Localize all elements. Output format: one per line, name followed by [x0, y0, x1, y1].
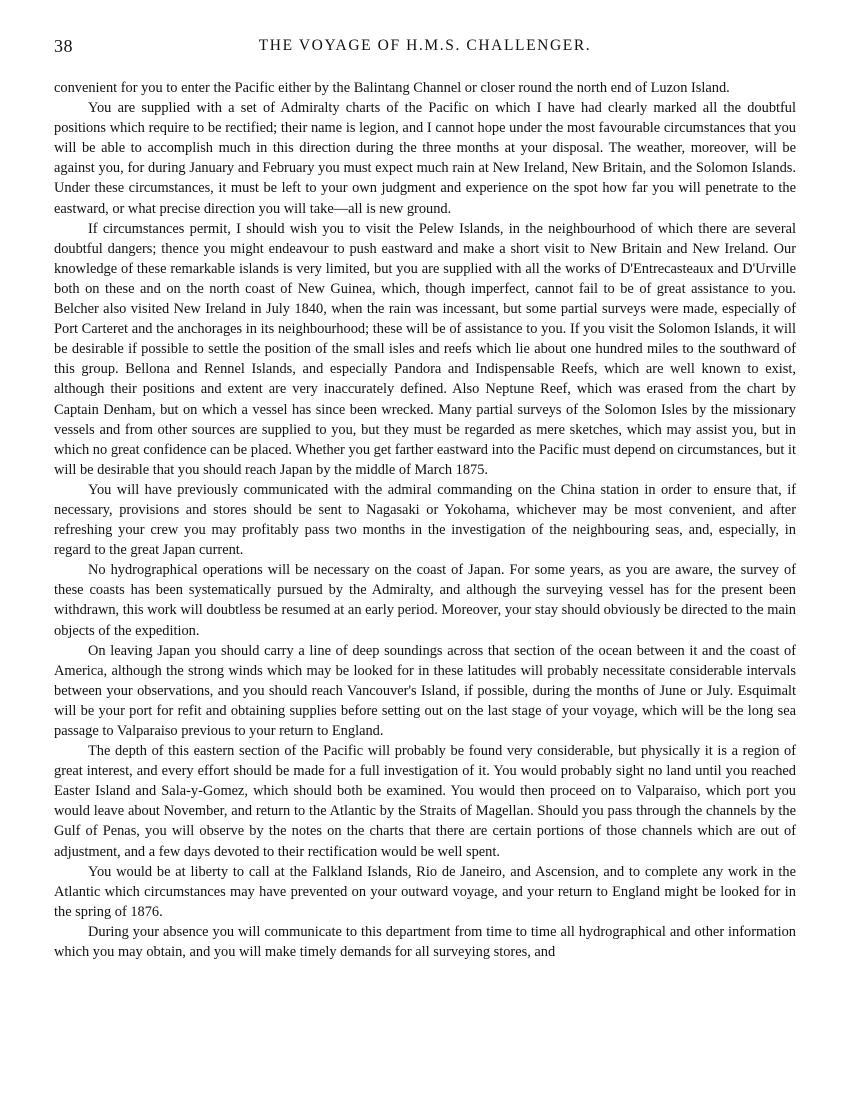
- page-number: 38: [54, 36, 73, 56]
- paragraph-leaving-japan: On leaving Japan you should carry a line of deep soundings across that section of the ocean between it and the coast of America, although the strong winds which may be looked for in these latitudes will probably necessitate considerable intervals between your observations, and you should reach Vancouver's Island, if possible, during the months of June or July. Esquimalt will be your port for refit and obtaining supplies before setting out on the last stage of your voyage, which will be the long sea passage to Valparaiso previous to your return to England.: [54, 642, 796, 739]
- running-head: [54, 36, 796, 58]
- paragraph-atlantic-return: You would be at liberty to call at the Falkland Islands, Rio de Janeiro, and Ascension, and to complete any work in the Atlantic which circumstances may have prevented on your outward voyage, and your return to England might be looked for in the spring of 1876.: [54, 863, 796, 920]
- paragraph-china-station: You will have previously communicated with the admiral commanding on the China station in order to ensure that, if necessary, provisions and stores should be sent to Nagasaki or Yokohama, whichever may be most convenient, and after refreshing your crew you may profitably pass two months in the investigation of the neighbouring seas, and, especially, in regard to the great Japan current.: [54, 481, 796, 559]
- paragraph-admiralty-charts: You are supplied with a set of Admiralty charts of the Pacific on which I have had clearly marked all the doubtful positions which require to be rectified; their name is legion, and I cannot hope under the most favourable circumstances that you will be able to accomplish much in this direction during the three months at your disposal. The weather, moreover, will be against you, for during January and February you must expect much rain at New Ireland, New Britain, and the Solomon Islands. Under these circumstances, it must be left to your own judgment and experience on the spot how far you will penetrate to the eastward, or what precise direction you will take—all is new ground.: [54, 100, 796, 217]
- body-text: [54, 78, 796, 962]
- paragraph-pelew-islands: If circumstances permit, I should wish you to visit the Pelew Islands, in the neighbourhood of which there are several doubtful dangers; thence you might endeavour to push eastward and make a short visit to New Britain and New Ireland. Our knowledge of these remarkable islands is very limited, but you are supplied with all the works of D'Entrecasteaux and D'Urville both on these and on the north coast of New Guinea, which, though imperfect, cannot fail to be of great assistance to you. Belcher also visited New Ireland in July 1840, when the rain was incessant, but some partial surveys were made, especially of Port Carteret and the anchorages in its neighbourhood; these will be of assistance to you. If you visit the Solomon Islands, it will be desirable if possible to settle the position of the small isles and reefs which lie about one hundred miles to the southward of this group. Bellona and Rennel Islands, and especially Pandora and Indispensable Reefs, which are well known to exist, although their positions and extent are very inaccurately defined. Also Neptune Reef, which was erased from the chart by Captain Denham, but on which a vessel has since been wrecked. Many partial surveys of the Solomon Isles by the missionary vessels and from other sources are supplied to you, but they must be regarded as mere sketches, which may assist you, but in which no great confidence can be placed. Whether you get farther eastward into the Pacific must depend on circumstances, but it will be desirable that you should reach Japan by the middle of March 1875.: [54, 220, 796, 478]
- paragraph-eastern-pacific: The depth of this eastern section of the Pacific will probably be found very considerable, but physically it is a region of great interest, and every effort should be made for a full investigation of it. You would probably sight no land until you reached Easter Island and Sala-y-Gomez, which should both be examined. You would then proceed on to Valparaiso, which port you would leave about November, and return to the Atlantic by the Straits of Magellan. Should you pass through the channels by the Gulf of Penas, you will observe by the notes on the charts that there are certain portions of those channels which are out of adjustment, and a few days devoted to their rectification would be well spent.: [54, 743, 796, 860]
- paragraph-coast-of-japan: No hydrographical operations will be necessary on the coast of Japan. For some years, as you are aware, the survey of these coasts has been systematically pursued by the Admiralty, and although the surveying vessel has for the present been withdrawn, this work will doubtless be resumed at an early period. Moreover, your stay should obviously be directed to the main objects of the expedition.: [54, 562, 796, 639]
- running-title: THE VOYAGE OF H.M.S. CHALLENGER.: [258, 37, 592, 54]
- paragraph-continued: convenient for you to enter the Pacific either by the Balintang Channel or closer round the north end of Luzon Island.: [54, 80, 730, 96]
- book-page: [54, 36, 796, 962]
- paragraph-communications: During your absence you will communicate to this department from time to time all hydrographical and other information which you may obtain, and you will make timely demands for all surveying stores, and: [54, 923, 796, 961]
